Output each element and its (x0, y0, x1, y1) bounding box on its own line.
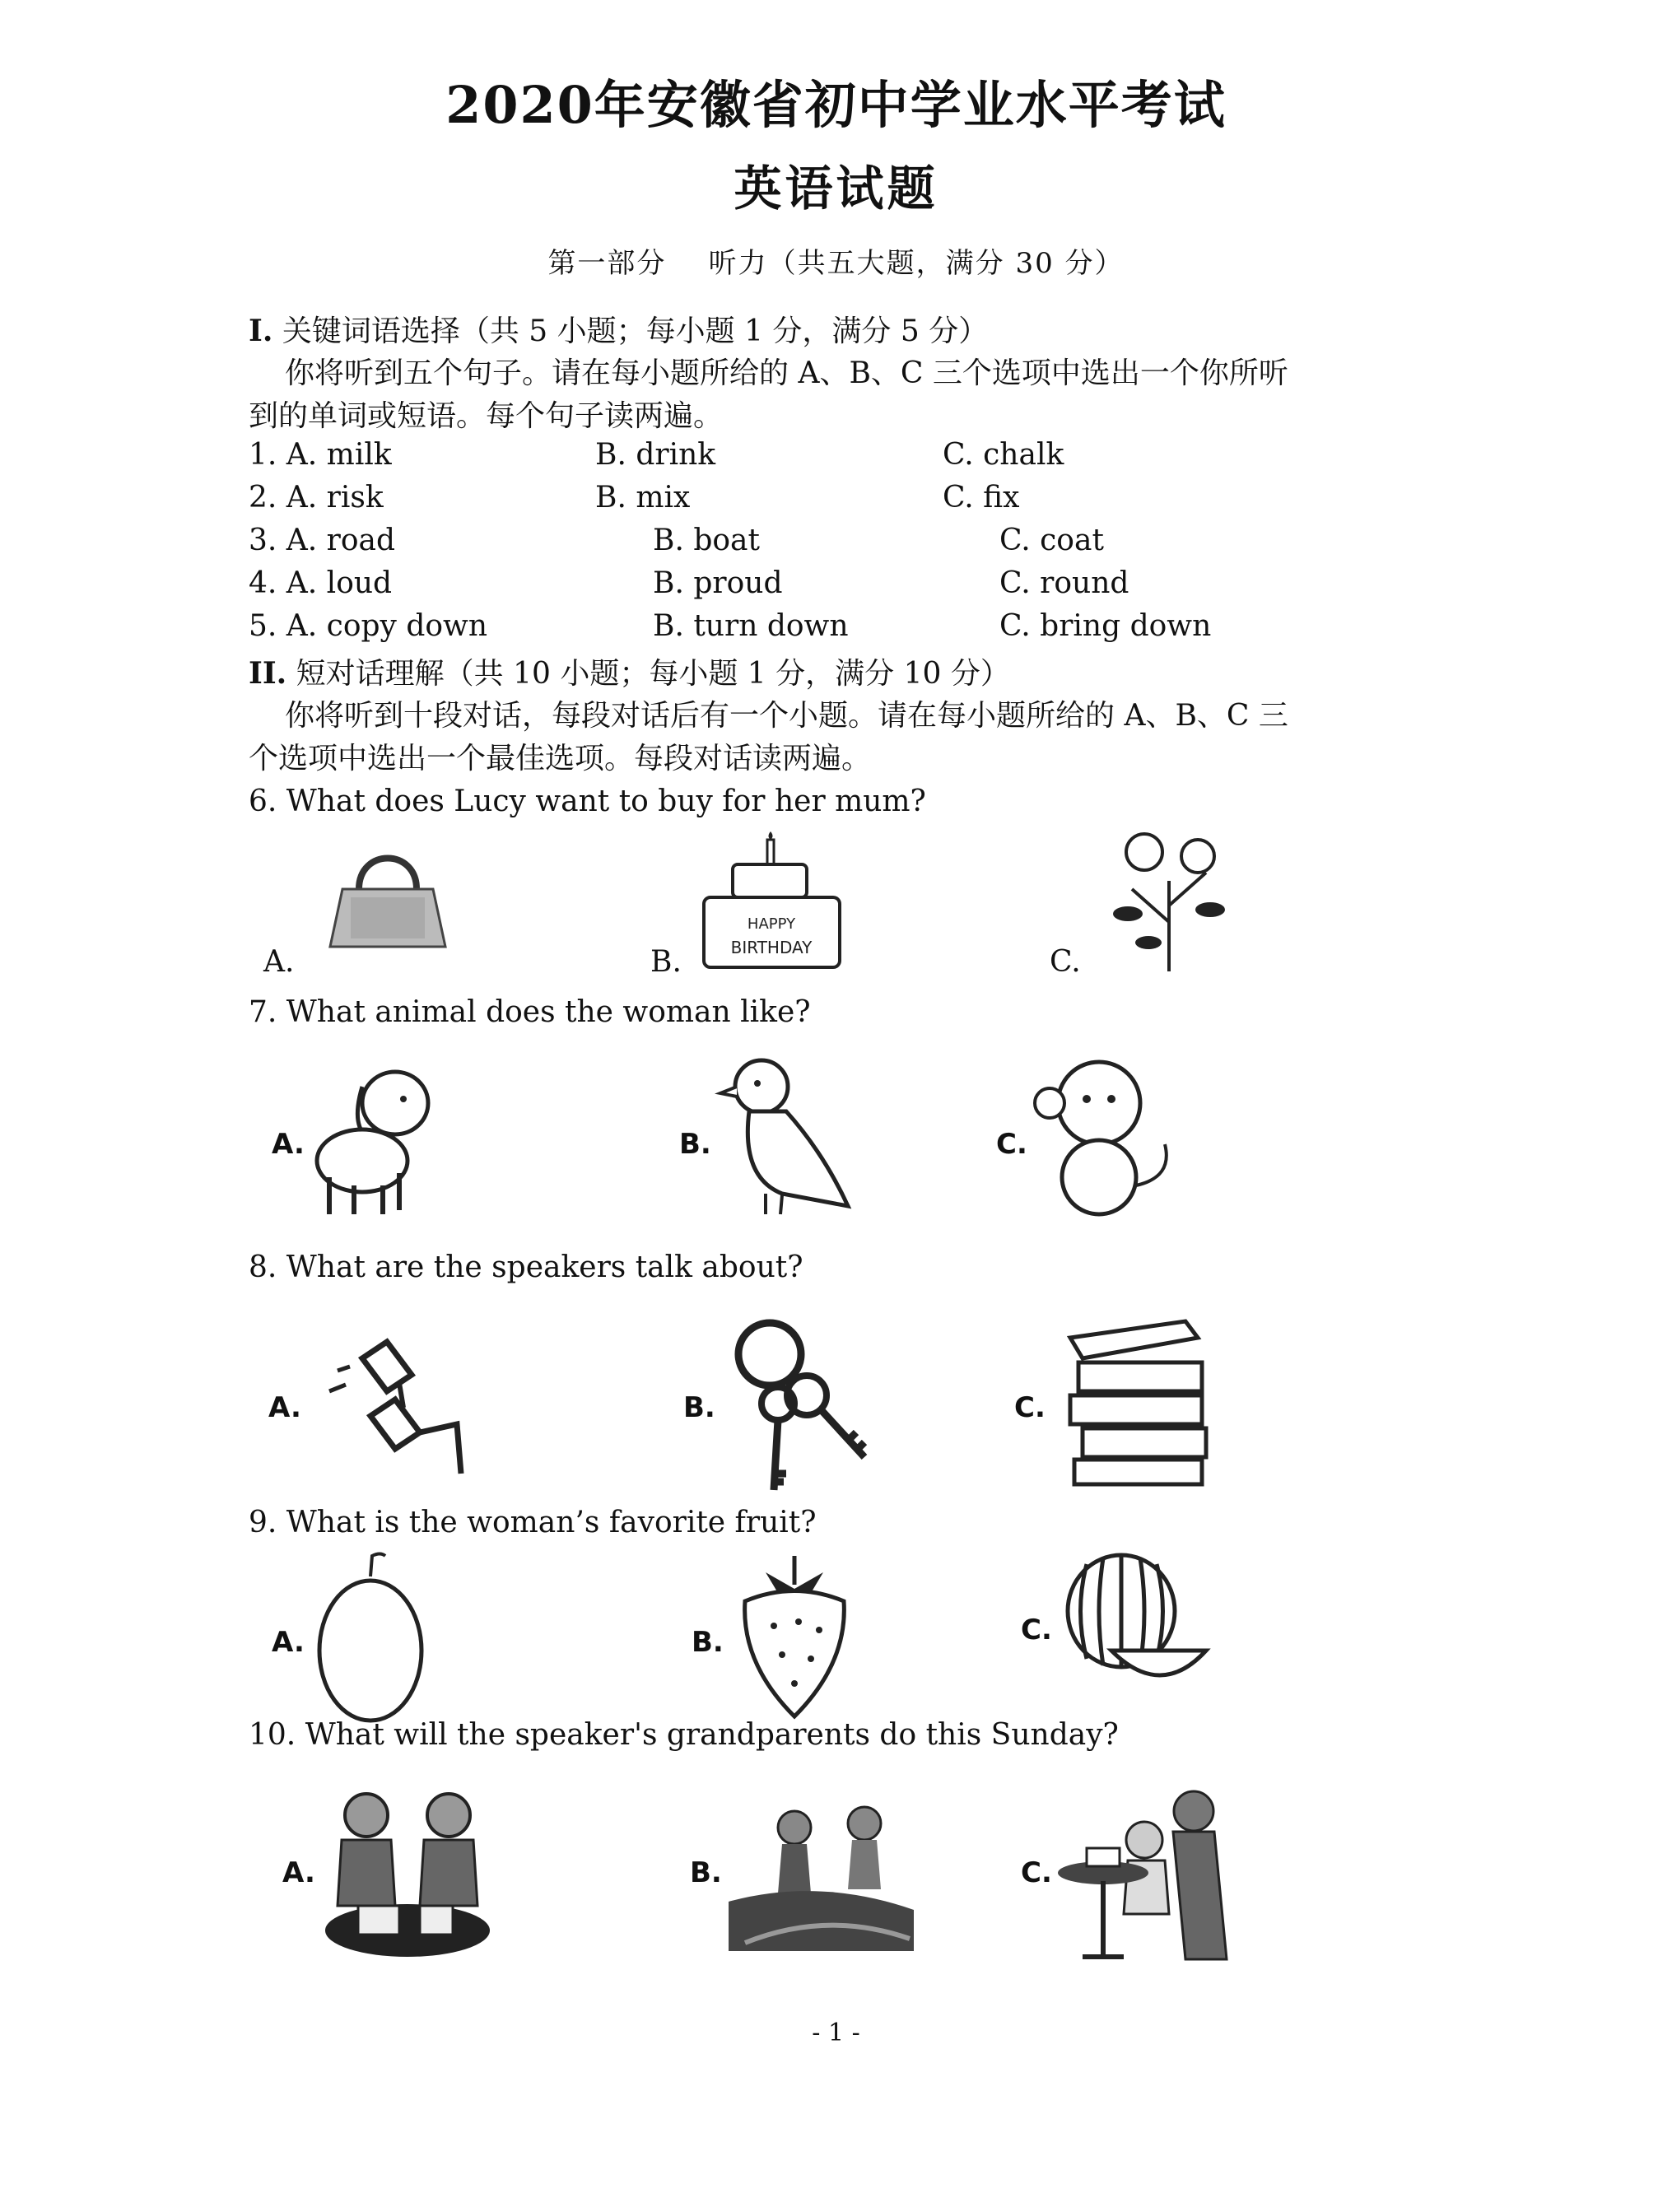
q1-option-c: C. chalk (943, 438, 1064, 472)
q10-label-b: B. (690, 1856, 722, 1889)
grandparents-hiking-image (729, 1786, 914, 1951)
watermelon-image (1062, 1552, 1210, 1700)
monkey-image (1029, 1054, 1177, 1218)
q7-label-c: C. (996, 1128, 1027, 1161)
q10-label-a: A. (282, 1856, 315, 1889)
handbag-image (326, 840, 449, 955)
q2-option-a: 2. A. risk (249, 481, 384, 515)
q5-option-c: C. bring down (999, 609, 1212, 643)
q9-label-b: B. (692, 1626, 724, 1659)
section2-instruction-1: 你将听到十段对话，每段对话后有一个小题。请在每小题所给的 A、B、C 三 (285, 699, 1288, 733)
q9-label-c: C. (1021, 1614, 1052, 1646)
question-9: 9. What is the woman’s favorite fruit? (249, 1506, 817, 1539)
q7-label-b: B. (679, 1128, 711, 1161)
section2-instruction-2: 个选项中选出一个最佳选项。每段对话读两遍。 (249, 742, 872, 775)
q4-option-a: 4. A. loud (249, 566, 393, 600)
cake-text-happy: HAPPY (747, 915, 796, 933)
plum-image (313, 1552, 428, 1725)
q6-label-c: C. (1050, 945, 1081, 979)
q4-option-c: C. round (999, 566, 1129, 600)
q2-option-c: C. fix (943, 481, 1020, 515)
q2-option-b: B. mix (595, 481, 691, 515)
glasses-image (313, 1325, 477, 1490)
q6-label-b: B. (650, 945, 682, 979)
q8-label-c: C. (1014, 1391, 1046, 1424)
cake-text-birthday: BIRTHDAY (730, 938, 813, 957)
section2-number: II. (249, 656, 287, 691)
birthday-cake-image (696, 831, 844, 971)
question-10: 10. What will the speaker's grandparents do this Sunday? (249, 1718, 1119, 1752)
exam-title: 2020年安徽省初中学业水平考试 (445, 75, 1227, 135)
q1-option-b: B. drink (595, 438, 716, 472)
q5-option-a: 5. A. copy down (249, 609, 488, 643)
section1-heading (249, 310, 988, 353)
question-7: 7. What animal does the woman like? (249, 995, 811, 1029)
q5-option-b: B. turn down (653, 609, 849, 643)
question-6: 6. What does Lucy want to buy for her mum? (249, 785, 926, 818)
books-image (1062, 1321, 1218, 1486)
part-heading: 第一部分 听力（共五大题，满分 30 分） (547, 247, 1125, 280)
q8-label-a: A. (268, 1391, 301, 1424)
section1-title: 关键词语选择（共 5 小题；每小题 1 分，满分 5 分） (282, 314, 989, 348)
q9-label-a: A. (272, 1626, 305, 1659)
dog-image (305, 1062, 445, 1218)
q3-option-b: B. boat (653, 524, 760, 557)
keys-image (724, 1317, 873, 1494)
section2-heading (249, 652, 1010, 696)
question-8: 8. What are the speakers talk about? (249, 1250, 803, 1284)
q8-label-b: B. (683, 1391, 715, 1424)
section1-instruction-2: 到的单词或短语。每个句子读两遍。 (249, 399, 724, 433)
page-number: - 1 - (812, 2019, 860, 2047)
q3-option-c: C. coat (999, 524, 1104, 557)
section1-number: I. (249, 314, 273, 348)
grandparents-chess-image (325, 1782, 490, 1959)
exam-subtitle: 英语试题 (734, 161, 938, 217)
q3-option-a: 3. A. road (249, 524, 396, 557)
bird-image (716, 1054, 856, 1218)
grandparents-cafe-image (1054, 1782, 1243, 1968)
flowers-image (1099, 831, 1239, 971)
q4-option-b: B. proud (653, 566, 783, 600)
section2-title: 短对话理解（共 10 小题；每小题 1 分，满分 10 分） (296, 657, 1010, 691)
section1-instruction-1: 你将听到五个句子。请在每小题所给的 A、B、C 三个选项中选出一个你所听 (285, 356, 1288, 390)
q10-label-c: C. (1021, 1856, 1052, 1889)
q6-label-a: A. (263, 945, 295, 979)
q7-label-a: A. (272, 1128, 305, 1161)
strawberry-image (733, 1548, 856, 1721)
q1-option-a: 1. A. milk (249, 438, 392, 472)
